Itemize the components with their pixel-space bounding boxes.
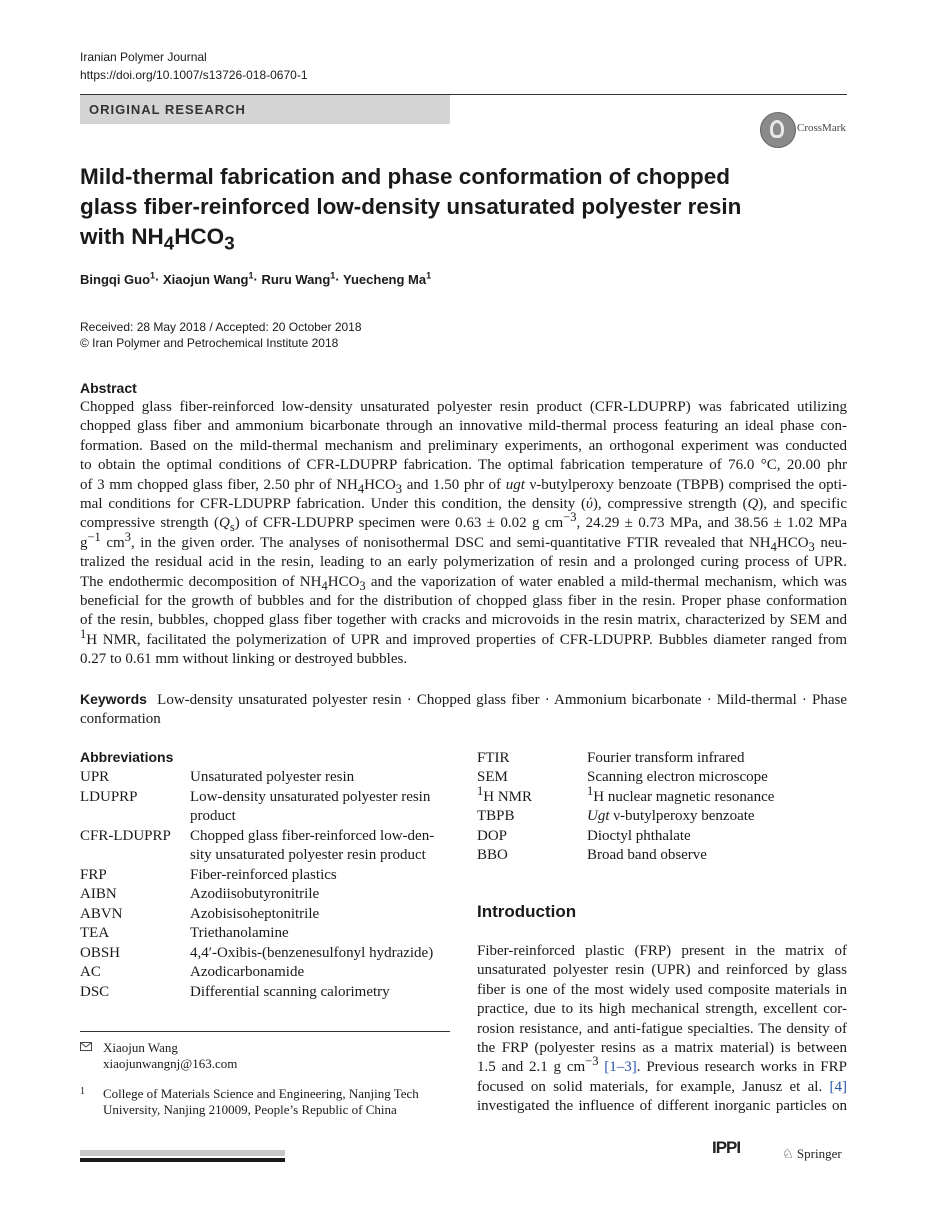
copyright-line: © Iran Polymer and Petrochemical Institute 2018 — [80, 336, 339, 350]
author-name[interactable]: Yuecheng Ma — [343, 272, 427, 287]
title-line: with $NH_4HCO_3$ — [80, 224, 235, 254]
paper-title — [80, 162, 742, 254]
springer-horse-icon: ♘ — [782, 1146, 794, 1161]
crossmark-badge[interactable] — [760, 112, 870, 148]
barcode-strip — [80, 1148, 285, 1162]
affiliation-number: 1 — [80, 1086, 85, 1097]
crossmark-icon — [760, 112, 796, 148]
title-line: glass fiber-reinforced low-density unsaturated polyester resin — [80, 194, 742, 219]
author-list: Bingqi Guo$^1$· Xiaojun Wang$^1$· Ruru Wang$^1$· Yuecheng Ma$^1$ — [80, 270, 432, 287]
crossmark-label: CrossMark — [797, 122, 846, 134]
doi-link[interactable]: https://doi.org/10.1007/s13726-018-0670-1 — [80, 68, 308, 82]
ippi-logo: IPPI — [712, 1138, 741, 1157]
received-dates: Received: 28 May 2018 / Accepted: 20 October 2018 — [80, 320, 362, 334]
keywords: Keywords Low-density unsaturated polyester resin · Chopped glass fiber · Ammonium bicarbonate · Mild-thermal · Phase conformation — [80, 691, 848, 728]
springer-logo: ♘ Springer — [782, 1146, 842, 1161]
footnote-rule — [80, 1031, 450, 1032]
introduction-heading: Introduction — [477, 902, 577, 921]
journal-name: Iranian Polymer Journal — [80, 50, 207, 64]
author-name[interactable]: Bingqi Guo — [80, 272, 151, 287]
title-line: Mild-thermal fabrication and phase conformation of chopped — [80, 164, 731, 189]
keywords-label: Keywords — [80, 691, 147, 707]
corresponding-author: Xiaojun Wang — [103, 1040, 178, 1055]
citation-link[interactable]: [1–3] — [604, 1059, 637, 1076]
envelope-icon — [80, 1042, 92, 1051]
section-label: ORIGINAL RESEARCH — [89, 102, 246, 117]
abstract-body: Chopped glass fiber-reinforced low-density unsaturated polyester resin product (CFR-LDUPRP) was fabricated utilizing chopped glass fiber and ammonium bicarbonate through an innovative mild-thermal process featuring an ideal phase con- formation. Based on the mild-thermal mechanism and preliminary experiments, an orthogonal experiment was conducted to obtain the optimal conditions of CFR-LDUPRP fabrication. The optimal fabrication temperature of 76.0 °C, 20.00 phr of 3 mm chopped glass fiber, 2.50 phr of $NH_4HCO_3$ and 1.50 phr of ugt ν-butylperoxy benzoate (TBPB) comprised the opti- mal conditions for CFR-LDUPRP fabrication. Under this condition, the density (ύ), compressive strength (Q), and specific compressive strength $(Q_s)$ of CFR-LDUPRP specimen were 0.63 ± 0.02 g $cm^{-3}$, 24.29 ± 0.73 MPa, and 38.56 ± 1.02 MPa $g^{-1}$ $cm^3$, in the given order. The analyses of nonisothermal DSC and semi-quantitative FTIR revealed that $NH_4HCO_3$ neu- tralized the residual acid in the resin, leading to an early polymerization of resin and a prolonged curing process of UPR. The endothermic decomposition of $NH_4HCO_3$ and the vaporization of water enabled a mild-thermal mechanism, which was beneficial for the growth of bubbles and for the distribution of chopped glass fiber in the resin. Proper phase conformation of the resin, bubbles, chopped glass fiber together with cracks and microvoids in the resin matrix, characterized by SEM and $^1$H NMR, facilitated the polymerization of UPR and improved properties of CFR-LDUPRP. Bubbles diameter ranged from 0.27 to 0.61 mm without linking or destroyed bubbles. — [80, 399, 847, 668]
affiliation-line: College of Materials Science and Engineering, Nanjing Tech — [103, 1086, 419, 1101]
citation-link[interactable]: [4] — [829, 1078, 847, 1095]
abstract-heading: Abstract — [80, 380, 137, 396]
abbreviations-heading: Abbreviations — [80, 749, 174, 765]
author-name[interactable]: Xiaojun Wang — [163, 272, 249, 287]
author-email[interactable]: xiaojunwangnj@163.com — [103, 1056, 238, 1071]
affiliation-line: University, Nanjing 210009, People’s Republic of China — [103, 1102, 397, 1117]
author-name[interactable]: Ruru Wang — [261, 272, 331, 287]
introduction-body: Fiber-reinforced plastic (FRP) present in the matrix of unsaturated polyester resin (UPR) and reinforced by glass fiber is one of the most widely used composite materials in practice, due to its high mechanical strength, excellent cor- rosion resistance, and anti-fatigue specialties. The density of the FRP (polyester resins as a matrix material) is between 1.5 and 2.1 g $cm^{-3}$ [1–3]. Previous research works in FRP focused on solid materials, for example, Janusz et al. [4] investigated the influence of different inorganic particles on — [477, 943, 847, 1115]
section-banner — [80, 95, 450, 124]
